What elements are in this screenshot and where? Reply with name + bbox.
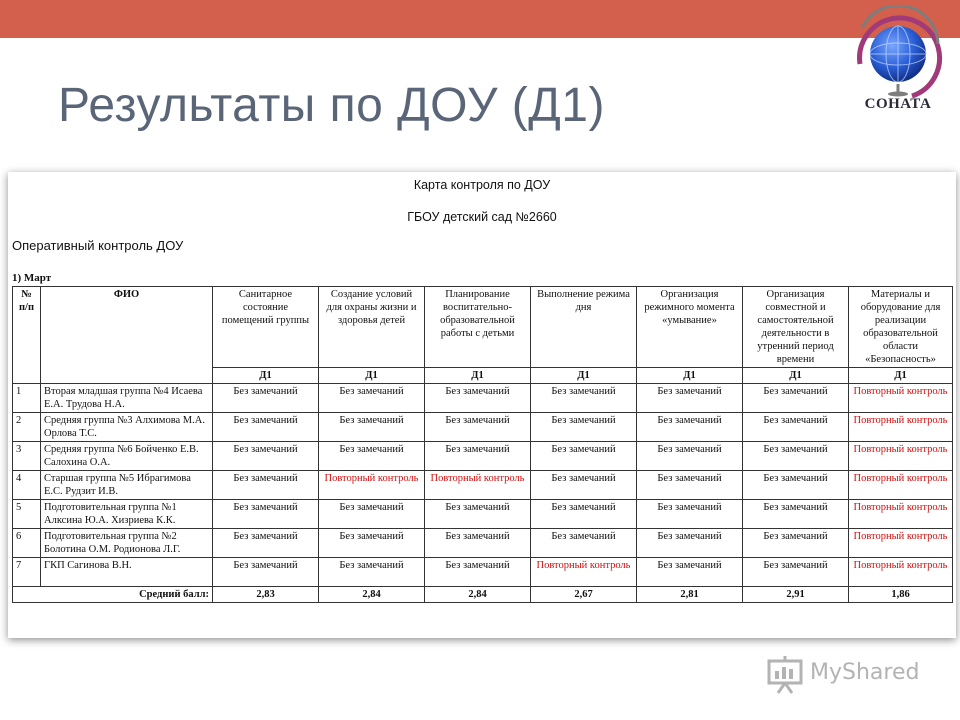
group-name: Старшая группа №5 Ибрагимова Е.С. Рудзит И.В. xyxy=(41,471,213,500)
status-recheck: Повторный контроль xyxy=(849,471,953,500)
section-title: Оперативный контроль ДОУ xyxy=(12,238,184,253)
status-ok: Без замечаний xyxy=(637,471,743,500)
status-ok: Без замечаний xyxy=(637,500,743,529)
control-table xyxy=(12,286,953,603)
status-recheck: Повторный контроль xyxy=(849,413,953,442)
status-ok: Без замечаний xyxy=(637,413,743,442)
logo-text: СОНАТА xyxy=(864,96,932,112)
column-header-criterion: Создание условий для охраны жизни и здоровья детей xyxy=(319,287,425,368)
average-label: Средний балл: xyxy=(13,587,213,603)
column-code: Д1 xyxy=(637,368,743,384)
group-name: Средняя группа №3 Алхимова М.А. Орлова Т.С. xyxy=(41,413,213,442)
status-ok: Без замечаний xyxy=(213,471,319,500)
sonata-logo xyxy=(842,6,954,118)
column-code: Д1 xyxy=(425,368,531,384)
status-ok: Без замечаний xyxy=(743,442,849,471)
status-ok: Без замечаний xyxy=(213,384,319,413)
group-name: Подготовительная группа №2 Болотина О.М. Родионова Л.Г. xyxy=(41,529,213,558)
status-ok: Без замечаний xyxy=(213,558,319,587)
status-ok: Без замечаний xyxy=(531,413,637,442)
status-ok: Без замечаний xyxy=(319,558,425,587)
table-row xyxy=(13,413,953,442)
status-ok: Без замечаний xyxy=(743,558,849,587)
column-code: Д1 xyxy=(213,368,319,384)
table-row xyxy=(13,529,953,558)
status-ok: Без замечаний xyxy=(425,529,531,558)
average-value: 2,81 xyxy=(637,587,743,603)
status-recheck: Повторный контроль xyxy=(849,500,953,529)
status-ok: Без замечаний xyxy=(319,384,425,413)
status-ok: Без замечаний xyxy=(319,413,425,442)
status-ok: Без замечаний xyxy=(743,500,849,529)
status-ok: Без замечаний xyxy=(637,384,743,413)
status-ok: Без замечаний xyxy=(319,500,425,529)
average-value: 2,83 xyxy=(213,587,319,603)
watermark xyxy=(766,656,936,696)
status-ok: Без замечаний xyxy=(425,413,531,442)
column-header-criterion: Организация режимного момента «умывание» xyxy=(637,287,743,368)
column-header-name: ФИО xyxy=(41,287,213,384)
row-number: 1 xyxy=(13,384,41,413)
presentation-icon xyxy=(766,656,806,694)
status-ok: Без замечаний xyxy=(425,558,531,587)
status-ok: Без замечаний xyxy=(531,384,637,413)
status-ok: Без замечаний xyxy=(213,413,319,442)
month-label: 1) Март xyxy=(12,272,52,284)
status-ok: Без замечаний xyxy=(743,413,849,442)
status-ok: Без замечаний xyxy=(425,384,531,413)
group-name: Вторая младшая группа №4 Исаева Е.А. Трудова Н.А. xyxy=(41,384,213,413)
status-ok: Без замечаний xyxy=(531,442,637,471)
row-number: 6 xyxy=(13,529,41,558)
average-value: 2,84 xyxy=(425,587,531,603)
status-ok: Без замечаний xyxy=(637,558,743,587)
status-recheck: Повторный контроль xyxy=(849,558,953,587)
table-row xyxy=(13,500,953,529)
row-number: 5 xyxy=(13,500,41,529)
table-row xyxy=(13,442,953,471)
group-name: Подготовительная группа №1 Алксина Ю.А. Хизриева К.К. xyxy=(41,500,213,529)
status-ok: Без замечаний xyxy=(637,529,743,558)
slide-title: Результаты по ДОУ (Д1) xyxy=(58,79,605,132)
top-accent-bar xyxy=(0,0,960,38)
column-code: Д1 xyxy=(531,368,637,384)
group-name: ГКП Сагинова В.Н. xyxy=(41,558,213,587)
status-recheck: Повторный контроль xyxy=(849,529,953,558)
average-value: 1,86 xyxy=(849,587,953,603)
status-ok: Без замечаний xyxy=(531,471,637,500)
status-ok: Без замечаний xyxy=(743,529,849,558)
status-recheck: Повторный контроль xyxy=(319,471,425,500)
row-number: 3 xyxy=(13,442,41,471)
row-number: 7 xyxy=(13,558,41,587)
status-recheck: Повторный контроль xyxy=(849,442,953,471)
status-ok: Без замечаний xyxy=(637,442,743,471)
average-value: 2,67 xyxy=(531,587,637,603)
table-row xyxy=(13,471,953,500)
column-header-criterion: Организация совместной и самостоятельной деятельности в утренний период времени xyxy=(743,287,849,368)
average-value: 2,91 xyxy=(743,587,849,603)
status-recheck: Повторный контроль xyxy=(425,471,531,500)
average-row xyxy=(13,587,953,603)
document-heading: Карта контроля по ДОУ xyxy=(413,178,551,192)
table-row xyxy=(13,558,953,587)
column-header-criterion: Санитарное состояние помещений группы xyxy=(213,287,319,368)
column-header-criterion: Материалы и оборудование для реализации образовательной области «Безопасность» xyxy=(849,287,953,368)
status-recheck: Повторный контроль xyxy=(849,384,953,413)
status-ok: Без замечаний xyxy=(213,529,319,558)
group-name: Средняя группа №6 Бойченко Е.В. Салохина О.А. xyxy=(41,442,213,471)
column-header-number: № п/п xyxy=(13,287,41,384)
status-ok: Без замечаний xyxy=(213,442,319,471)
status-ok: Без замечаний xyxy=(531,500,637,529)
status-ok: Без замечаний xyxy=(425,442,531,471)
status-recheck: Повторный контроль xyxy=(531,558,637,587)
table-body xyxy=(13,384,953,587)
watermark-text: MyShared xyxy=(810,660,920,685)
average-value: 2,84 xyxy=(319,587,425,603)
row-number: 4 xyxy=(13,471,41,500)
status-ok: Без замечаний xyxy=(743,471,849,500)
status-ok: Без замечаний xyxy=(531,529,637,558)
document-subheading: ГБОУ детский сад №2660 xyxy=(407,210,557,224)
status-ok: Без замечаний xyxy=(319,529,425,558)
status-ok: Без замечаний xyxy=(743,384,849,413)
column-header-criterion: Выполнение режима дня xyxy=(531,287,637,368)
column-code: Д1 xyxy=(743,368,849,384)
row-number: 2 xyxy=(13,413,41,442)
column-header-criterion: Планирование воспитательно-образовательной работы с детьми xyxy=(425,287,531,368)
column-code: Д1 xyxy=(319,368,425,384)
table-row xyxy=(13,384,953,413)
status-ok: Без замечаний xyxy=(319,442,425,471)
status-ok: Без замечаний xyxy=(213,500,319,529)
column-code: Д1 xyxy=(849,368,953,384)
document-card xyxy=(8,172,956,638)
status-ok: Без замечаний xyxy=(425,500,531,529)
